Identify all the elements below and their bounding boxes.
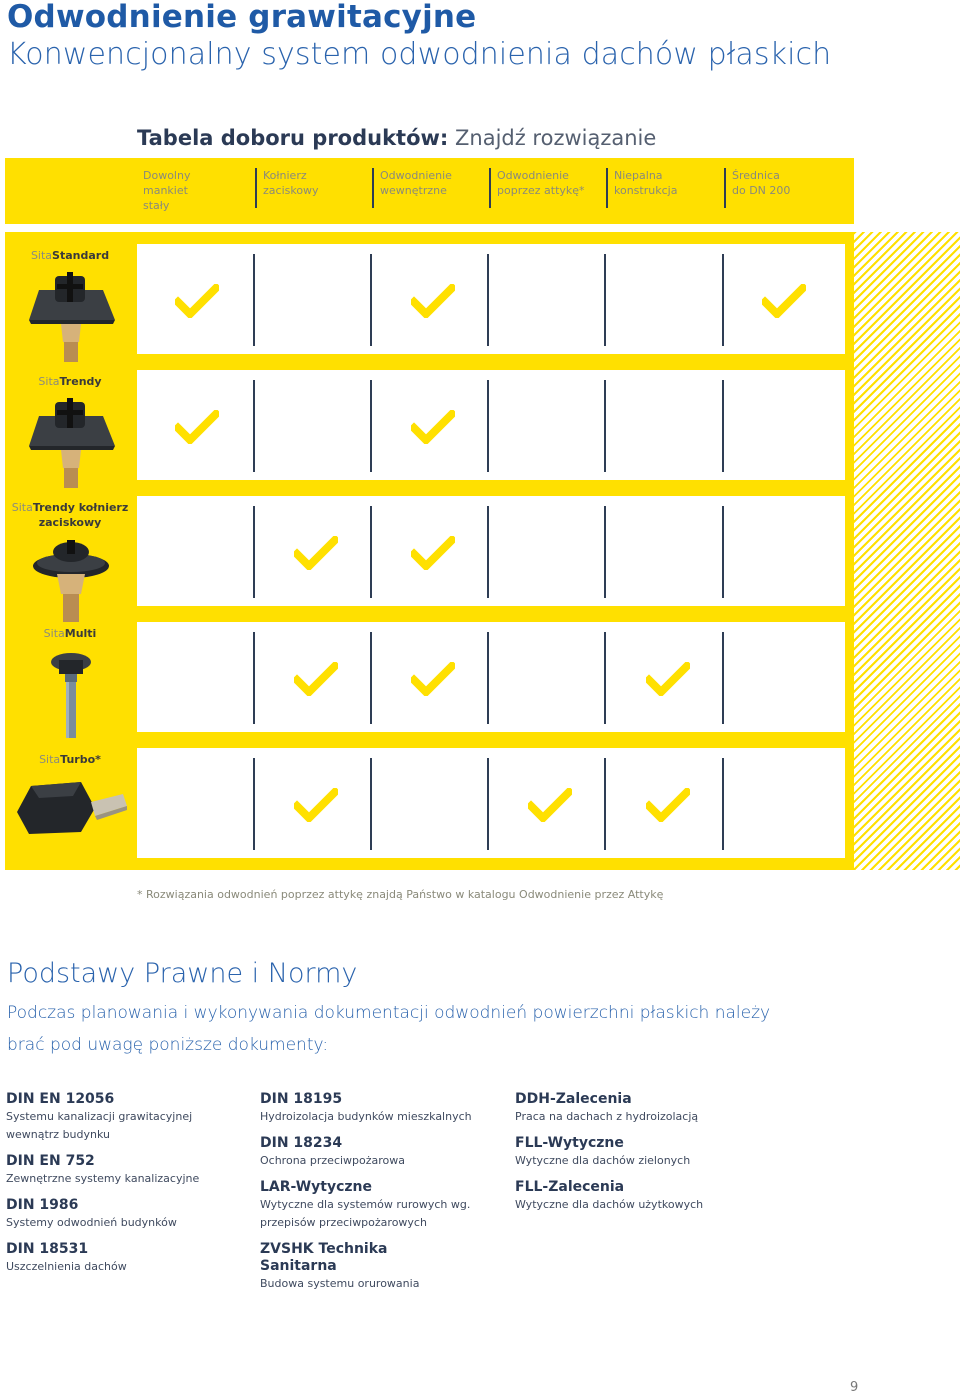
table-row bbox=[137, 622, 845, 732]
document-entry bbox=[260, 1241, 500, 1293]
document-description: Praca na dachach z hydroizolacją bbox=[515, 1110, 699, 1123]
column-divider bbox=[604, 380, 606, 472]
column-header-4 bbox=[489, 168, 585, 208]
table-row bbox=[137, 244, 845, 354]
check-icon bbox=[528, 788, 572, 822]
table-row bbox=[137, 370, 845, 480]
section-title: Podstawy Prawne i Normy bbox=[7, 958, 358, 989]
check-icon bbox=[411, 410, 455, 444]
document-description: Zewnętrzne systemy kanalizacyjne bbox=[6, 1172, 200, 1185]
document-entry bbox=[515, 1135, 755, 1170]
column-divider bbox=[722, 380, 724, 472]
check-icon bbox=[762, 284, 806, 318]
column-divider bbox=[487, 506, 489, 598]
column-header-line: konstrukcja bbox=[614, 184, 678, 197]
table-header bbox=[5, 158, 854, 224]
page-number: 9 bbox=[850, 1380, 859, 1395]
document-description: Wytyczne dla dachów zielonych bbox=[515, 1154, 691, 1167]
document-entry bbox=[260, 1179, 500, 1232]
column-divider bbox=[370, 632, 372, 724]
column-header-line: Dowolny bbox=[143, 169, 191, 182]
column-divider bbox=[253, 254, 255, 346]
column-divider bbox=[253, 632, 255, 724]
check-icon bbox=[646, 788, 690, 822]
column-header-line: poprzez attykę* bbox=[497, 184, 585, 197]
document-code: DIN EN 752 bbox=[6, 1153, 95, 1169]
product-name-main: Trendy kołnierz bbox=[32, 501, 129, 514]
column-divider bbox=[604, 632, 606, 724]
column-header-line: Odwodnienie bbox=[497, 169, 569, 182]
table-heading bbox=[137, 126, 656, 150]
document-code: DIN 18531 bbox=[6, 1241, 89, 1257]
page-subtitle: Konwencjonalny system odwodnienia dachów płaskich bbox=[7, 37, 832, 72]
product-name bbox=[7, 752, 133, 767]
page-title: Odwodnienie grawitacyjne bbox=[7, 0, 477, 35]
document-code: LAR-Wytyczne bbox=[260, 1179, 373, 1195]
document-code: DIN 18195 bbox=[260, 1091, 343, 1107]
check-icon bbox=[294, 662, 338, 696]
product-name bbox=[7, 248, 133, 263]
column-divider bbox=[722, 758, 724, 850]
column-divider bbox=[604, 758, 606, 850]
product-name-main: Standard bbox=[52, 249, 110, 262]
column-header-line: mankiet bbox=[143, 184, 188, 197]
product-table bbox=[5, 232, 854, 870]
document-description: Ochrona przeciwpożarowa bbox=[260, 1154, 406, 1167]
document-description: Wytyczne dla systemów rurowych wg. bbox=[260, 1198, 471, 1211]
column-divider bbox=[487, 758, 489, 850]
document-entry bbox=[6, 1091, 246, 1144]
document-code: FLL-Zalecenia bbox=[515, 1179, 625, 1195]
column-header-2 bbox=[255, 168, 319, 208]
check-icon bbox=[294, 536, 338, 570]
column-header-line: wewnętrzne bbox=[380, 184, 447, 197]
document-code: DDH-Zalecenia bbox=[515, 1091, 632, 1107]
column-divider bbox=[253, 380, 255, 472]
documents-column-2 bbox=[260, 1091, 500, 1302]
product-name bbox=[7, 374, 133, 389]
product-image bbox=[21, 646, 121, 746]
documents-column-3 bbox=[515, 1091, 755, 1223]
check-icon bbox=[411, 662, 455, 696]
check-icon bbox=[646, 662, 690, 696]
product-name bbox=[7, 626, 133, 641]
product-image bbox=[21, 268, 121, 368]
document-description-line2: przepisów przeciwpożarowych bbox=[260, 1216, 427, 1229]
column-divider bbox=[487, 380, 489, 472]
document-entry bbox=[515, 1091, 755, 1126]
product-name-main: Turbo* bbox=[60, 753, 101, 766]
document-description: Hydroizolacja budynków mieszkalnych bbox=[260, 1110, 472, 1123]
document-code: DIN EN 12056 bbox=[6, 1091, 115, 1107]
product-name-prefix: Sita bbox=[38, 375, 60, 388]
column-divider bbox=[253, 758, 255, 850]
product-image bbox=[21, 530, 121, 630]
document-description-line2: wewnątrz budynku bbox=[6, 1128, 111, 1141]
check-icon bbox=[294, 788, 338, 822]
document-entry bbox=[260, 1091, 500, 1126]
document-code: FLL-Wytyczne bbox=[515, 1135, 624, 1151]
column-divider bbox=[604, 506, 606, 598]
column-header-line: Niepalna bbox=[614, 169, 663, 182]
product-name bbox=[7, 500, 133, 530]
document-entry bbox=[6, 1153, 246, 1188]
check-icon bbox=[411, 284, 455, 318]
section-text: Podczas planowania i wykonywania dokumentacji odwodnień powierzchni płaskich należy brać pod uwagę poniższe dokumenty: bbox=[7, 1003, 771, 1055]
decorative-stripes bbox=[854, 232, 960, 870]
column-divider bbox=[604, 254, 606, 346]
document-entry bbox=[515, 1179, 755, 1214]
document-code: DIN 1986 bbox=[6, 1197, 79, 1213]
document-code: ZVSHK Technika Sanitarna bbox=[260, 1241, 388, 1274]
column-header-1 bbox=[137, 168, 190, 214]
product-name-main: Multi bbox=[64, 627, 97, 640]
column-header-line: Średnica bbox=[732, 169, 780, 182]
table-row bbox=[137, 496, 845, 606]
product-image bbox=[21, 394, 121, 494]
column-header-line: do DN 200 bbox=[732, 184, 791, 197]
column-divider bbox=[370, 758, 372, 850]
table-heading-bold: Tabela doboru produktów: bbox=[137, 126, 449, 150]
documents-column-1 bbox=[6, 1091, 246, 1285]
column-header-line: stały bbox=[143, 199, 170, 212]
document-code: DIN 18234 bbox=[260, 1135, 343, 1151]
document-entry bbox=[260, 1135, 500, 1170]
column-divider bbox=[370, 506, 372, 598]
column-divider bbox=[722, 632, 724, 724]
document-description: Systemy odwodnień budynków bbox=[6, 1216, 177, 1229]
column-divider bbox=[722, 254, 724, 346]
product-name-line2: zaciskowy bbox=[38, 516, 102, 529]
column-header-line: Kołnierz bbox=[263, 169, 307, 182]
document-description: Uszczelnienia dachów bbox=[6, 1260, 127, 1273]
column-header-line: Odwodnienie bbox=[380, 169, 452, 182]
document-entry bbox=[6, 1241, 246, 1276]
table-row bbox=[137, 748, 845, 858]
column-divider bbox=[722, 506, 724, 598]
column-header-3 bbox=[372, 168, 452, 208]
column-divider bbox=[487, 632, 489, 724]
product-name-main: Trendy bbox=[59, 375, 102, 388]
product-name-prefix: Sita bbox=[11, 501, 33, 514]
column-divider bbox=[487, 254, 489, 346]
check-icon bbox=[175, 410, 219, 444]
document-description: Systemu kanalizacji grawitacyjnej bbox=[6, 1110, 193, 1123]
product-name-prefix: Sita bbox=[30, 249, 53, 262]
product-image bbox=[11, 772, 131, 846]
document-entry bbox=[6, 1197, 246, 1232]
column-divider bbox=[370, 254, 372, 346]
product-name-prefix: Sita bbox=[39, 753, 61, 766]
check-icon bbox=[411, 536, 455, 570]
column-header-line: zaciskowy bbox=[263, 184, 319, 197]
column-header-6 bbox=[724, 168, 790, 208]
product-name-prefix: Sita bbox=[43, 627, 65, 640]
document-description: Budowa systemu orurowania bbox=[260, 1277, 420, 1290]
column-header-5 bbox=[606, 168, 677, 208]
column-divider bbox=[370, 380, 372, 472]
document-description: Wytyczne dla dachów użytkowych bbox=[515, 1198, 704, 1211]
table-heading-light: Znajdź rozwiązanie bbox=[455, 126, 657, 150]
column-divider bbox=[253, 506, 255, 598]
check-icon bbox=[175, 284, 219, 318]
table-footnote: * Rozwiązania odwodnień poprzez attykę znajdą Państwo w katalogu Odwodnienie przez Attykę bbox=[137, 888, 664, 901]
